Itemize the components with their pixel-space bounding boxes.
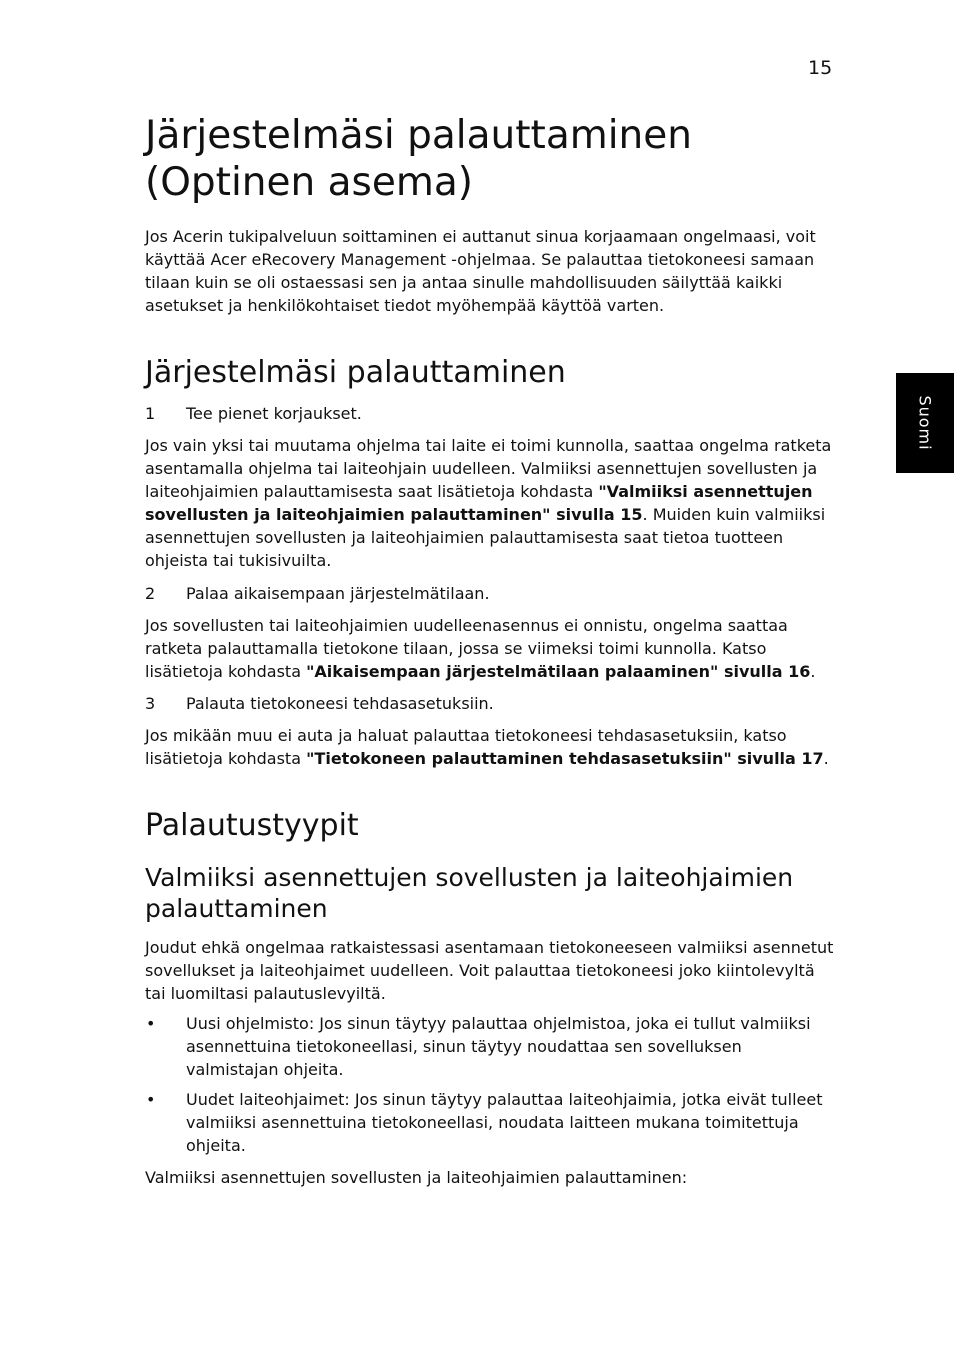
page-number: 15 — [808, 57, 833, 79]
subsection-heading-line1: Valmiiksi asennettujen sovellusten ja laiteohjaimien — [145, 863, 794, 892]
step-2-body-text-b: . — [810, 662, 816, 681]
step-1-body — [145, 434, 835, 572]
bullet-icon: • — [146, 1090, 156, 1109]
list-item — [145, 1012, 835, 1081]
page-title — [145, 112, 835, 206]
step-2 — [145, 582, 835, 605]
section-heading-restore: Järjestelmäsi palauttaminen — [145, 355, 566, 390]
step-1-body-text-b: . Muiden kuin valmiiksi asennettujen sovellusten ja laiteohjaimien palauttamisesta saat tietoa tuotteen ohjeista tai tukisivuilta. — [145, 505, 826, 570]
step-3-number: 3 — [145, 694, 156, 713]
recovery-intro-paragraph: Joudut ehkä ongelmaa ratkaistessasi asentamaan tietokoneeseen valmiiksi asennetut sovellukset ja laiteohjaimet uudelleen. Voit palauttaa tietokoneesi joko kiintolevyltä tai luomiltasi palautuslevyiltä. — [145, 938, 834, 1003]
subsection-heading-line2: palauttaminen — [145, 894, 328, 923]
closing-paragraph: Valmiiksi asennettujen sovellusten ja laiteohjaimien palauttaminen: — [145, 1168, 688, 1187]
language-tab — [896, 373, 954, 473]
step-3-body-text-a: Jos mikään muu ei auta ja haluat palauttaa tietokoneesi tehdasasetuksiin, katso lisätietoja kohdasta — [145, 726, 787, 768]
step-3-text: Palauta tietokoneesi tehdasasetuksiin. — [186, 694, 494, 713]
subsection-heading — [145, 862, 835, 924]
step-2-cross-reference[interactable]: "Aikaisempaan järjestelmätilaan palaaminen" sivulla 16 — [306, 662, 811, 681]
step-2-body-text-a: Jos sovellusten tai laiteohjaimien uudelleenasennus ei onnistu, ongelma saattaa ratketa palauttamalla tietokone tilaan, jossa se viimeksi toimi kunnolla. Katso lisätietoja kohdasta — [145, 616, 788, 681]
list-item-text: Uudet laiteohjaimet: Jos sinun täytyy palauttaa laiteohjaimia, jotka eivät tulleet valmiiksi asennettuina tietokoneellasi, noudata laitteen mukana toimitettuja ohjeita. — [186, 1090, 823, 1155]
step-3-body — [145, 724, 835, 770]
step-1-text: Tee pienet korjaukset. — [186, 404, 362, 423]
step-3-cross-reference[interactable]: "Tietokoneen palauttaminen tehdasasetuksiin" sivulla 17 — [306, 749, 824, 768]
step-1-body-text-a: Jos vain yksi tai muutama ohjelma tai laite ei toimi kunnolla, saattaa ongelma ratketa asentamalla ohjelma tai laiteohjain uudelleen. Valmiiksi asennettujen sovellusten ja laiteohjaimien palauttamisesta saat lisätietoja kohdasta — [145, 436, 832, 501]
bullet-icon: • — [146, 1014, 156, 1033]
page-title-line1: Järjestelmäsi palauttaminen — [145, 113, 692, 158]
step-2-body — [145, 614, 835, 683]
step-1 — [145, 402, 835, 425]
step-3-body-text-b: . — [823, 749, 829, 768]
section-heading-recovery-types: Palautustyypit — [145, 808, 359, 843]
list-item-text: Uusi ohjelmisto: Jos sinun täytyy palauttaa ohjelmistoa, joka ei tullut valmiiksi asennettuina tietokoneellasi, sinun täytyy noudattaa sen sovelluksen valmistajan ohjeita. — [186, 1014, 811, 1079]
step-2-number: 2 — [145, 584, 156, 603]
language-tab-label: Suomi — [915, 395, 935, 451]
step-1-number: 1 — [145, 404, 156, 423]
intro-paragraph: Jos Acerin tukipalveluun soittaminen ei auttanut sinua korjaamaan ongelmaasi, voit käyttää Acer eRecovery Management -ohjelmaa. Se palauttaa tietokoneesi samaan tilaan kuin se oli ostaessasi sen ja antaa sinulle mahdollisuuden säilyttää kaikki asetukset ja henkilökohtaiset tiedot myöhempää käyttöä varten. — [145, 227, 816, 315]
page-content — [145, 112, 835, 1189]
recovery-bullet-list — [145, 1012, 835, 1157]
list-item — [145, 1088, 835, 1157]
step-1-cross-reference[interactable]: "Valmiiksi asennettujen sovellusten ja laiteohjaimien palauttaminen" sivulla 15 — [145, 482, 813, 524]
step-3 — [145, 692, 835, 715]
page-title-line2: (Optinen asema) — [145, 160, 473, 205]
step-2-text: Palaa aikaisempaan järjestelmätilaan. — [186, 584, 490, 603]
